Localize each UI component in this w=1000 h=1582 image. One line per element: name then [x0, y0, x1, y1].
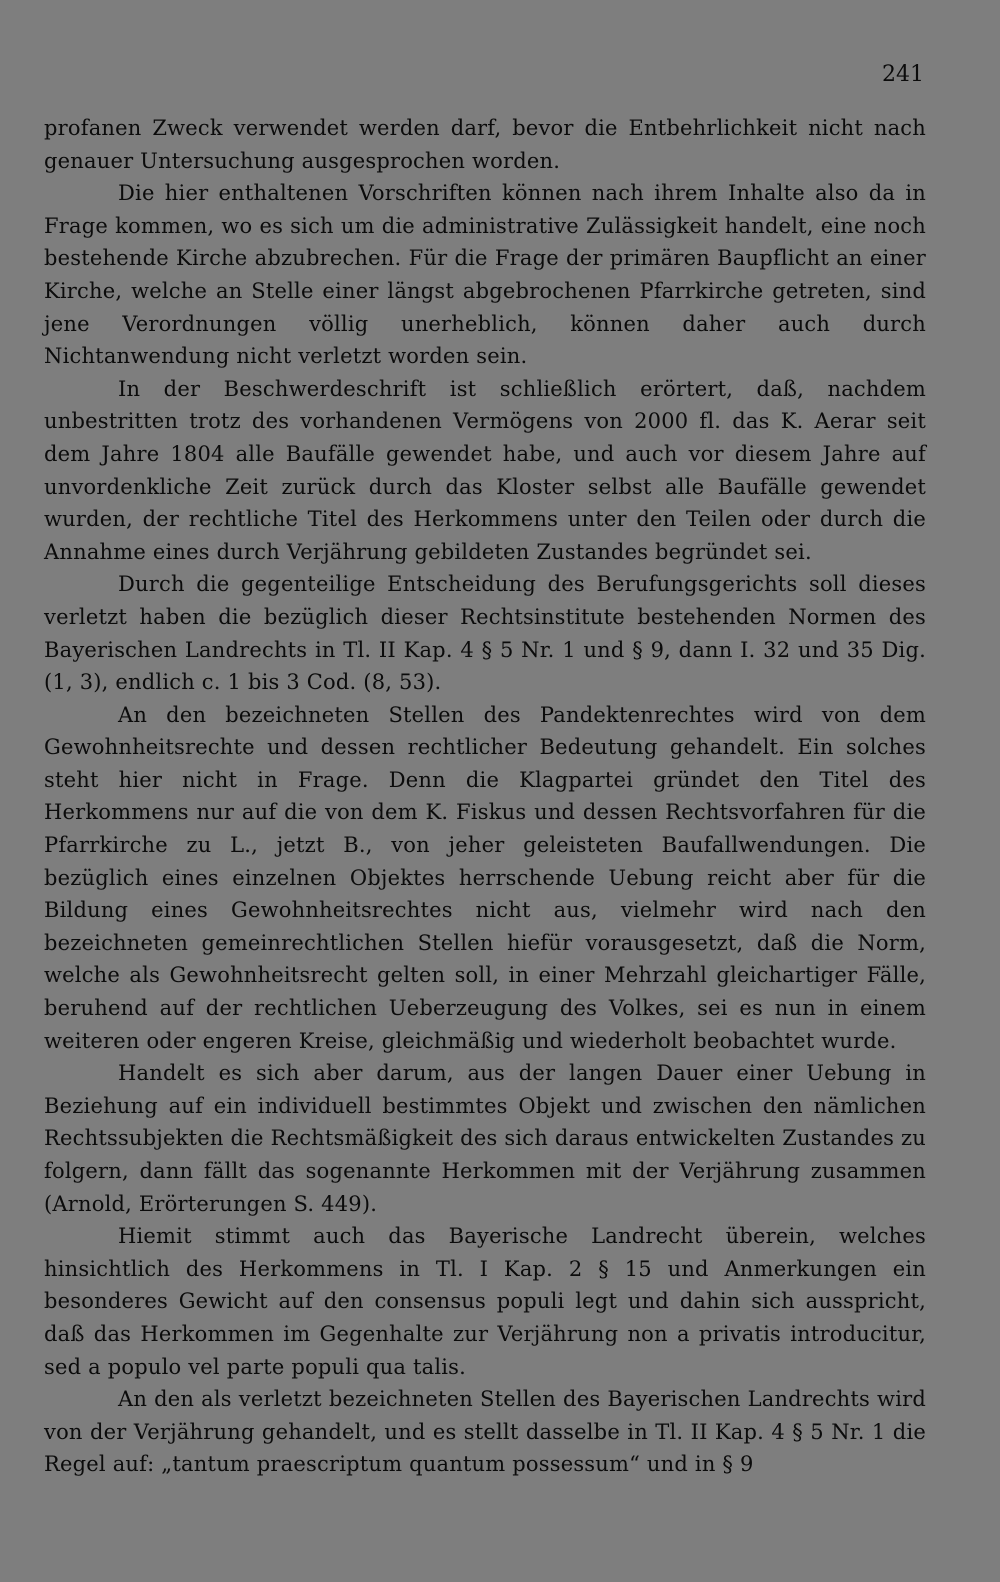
- paragraph: In der Beschwerdeschrift ist schließlich erörtert, daß, nachdem unbestritten trotz des vorhandenen Vermögens von 2000 fl. das K. Aerar seit dem Jahre 1804 alle Baufälle gewendet habe, und auch vor diesem Jahre auf unvordenkliche Zeit zurück durch das Kloster selbst alle Baufälle gewendet wurden, der rechtliche Titel des Herkommens unter den Teilen oder durch die Annahme eines durch Verjährung gebildeten Zustandes begründet sei.: [44, 376, 926, 564]
- paragraph: Hiemit stimmt auch das Bayerische Landrecht überein, welches hinsichtlich des Herkommens in Tl. I Kap. 2 § 15 und Anmerkungen ein besonderes Gewicht auf den consensus populi legt und dahin sich ausspricht, daß das Herkommen im Gegenhalte zur Verjährung non a privatis introducitur, sed a populo vel parte populi qua talis.: [44, 1224, 926, 1379]
- page-body: [44, 112, 926, 1481]
- paragraph: An den als verletzt bezeichneten Stellen des Bayerischen Landrechts wird von der Verjährung gehandelt, und es stellt dasselbe in Tl. II Kap. 4 § 5 Nr. 1 die Regel auf: „tantum praescriptum quantum possessum“ und in § 9: [44, 1387, 926, 1477]
- paragraph: profanen Zweck verwendet werden darf, bevor die Entbehrlichkeit nicht nach genauer Untersuchung ausgesprochen worden.: [44, 116, 926, 173]
- paragraph: Handelt es sich aber darum, aus der langen Dauer einer Uebung in Beziehung auf ein individuell bestimmtes Objekt und zwischen den nämlichen Rechtssubjekten die Rechtsmäßigkeit des sich daraus entwickelten Zustandes zu folgern, dann fällt das sogenannte Herkommen mit der Verjährung zusammen (Arnold, Erörterungen S. 449).: [44, 1061, 926, 1216]
- page-number: 241: [882, 62, 924, 87]
- paragraph: Durch die gegenteilige Entscheidung des Berufungsgerichts soll dieses verletzt haben die bezüglich dieser Rechtsinstitute bestehenden Normen des Bayerischen Landrechts in Tl. II Kap. 4 § 5 Nr. 1 und § 9, dann I. 32 und 35 Dig. (1, 3), endlich c. 1 bis 3 Cod. (8, 53).: [44, 572, 926, 695]
- paragraph: An den bezeichneten Stellen des Pandektenrechtes wird von dem Gewohnheitsrechte und dessen rechtlicher Bedeutung gehandelt. Ein solches steht hier nicht in Frage. Denn die Klagpartei gründet den Titel des Herkommens nur auf die von dem K. Fiskus und dessen Rechtsvorfahren für die Pfarrkirche zu L., jetzt B., von jeher geleisteten Baufallwendungen. Die bezüglich eines einzelnen Objektes herrschende Uebung reicht aber für die Bildung eines Gewohnheitsrechtes nicht aus, vielmehr wird nach den bezeichneten gemeinrechtlichen Stellen hiefür vorausgesetzt, daß die Norm, welche als Gewohnheitsrecht gelten soll, in einer Mehrzahl gleichartiger Fälle, beruhend auf der rechtlichen Ueberzeugung des Volkes, sei es nun in einem weiteren oder engeren Kreise, gleichmäßig und wiederholt beobachtet wurde.: [44, 702, 926, 1053]
- paragraph: Die hier enthaltenen Vorschriften können nach ihrem Inhalte also da in Frage kommen, wo es sich um die administrative Zulässigkeit handelt, eine noch bestehende Kirche abzubrechen. Für die Frage der primären Baupflicht an einer Kirche, welche an Stelle einer längst abgebrochenen Pfarrkirche getreten, sind jene Verordnungen völlig unerheblich, können daher auch durch Nichtanwendung nicht verletzt worden sein.: [44, 181, 926, 369]
